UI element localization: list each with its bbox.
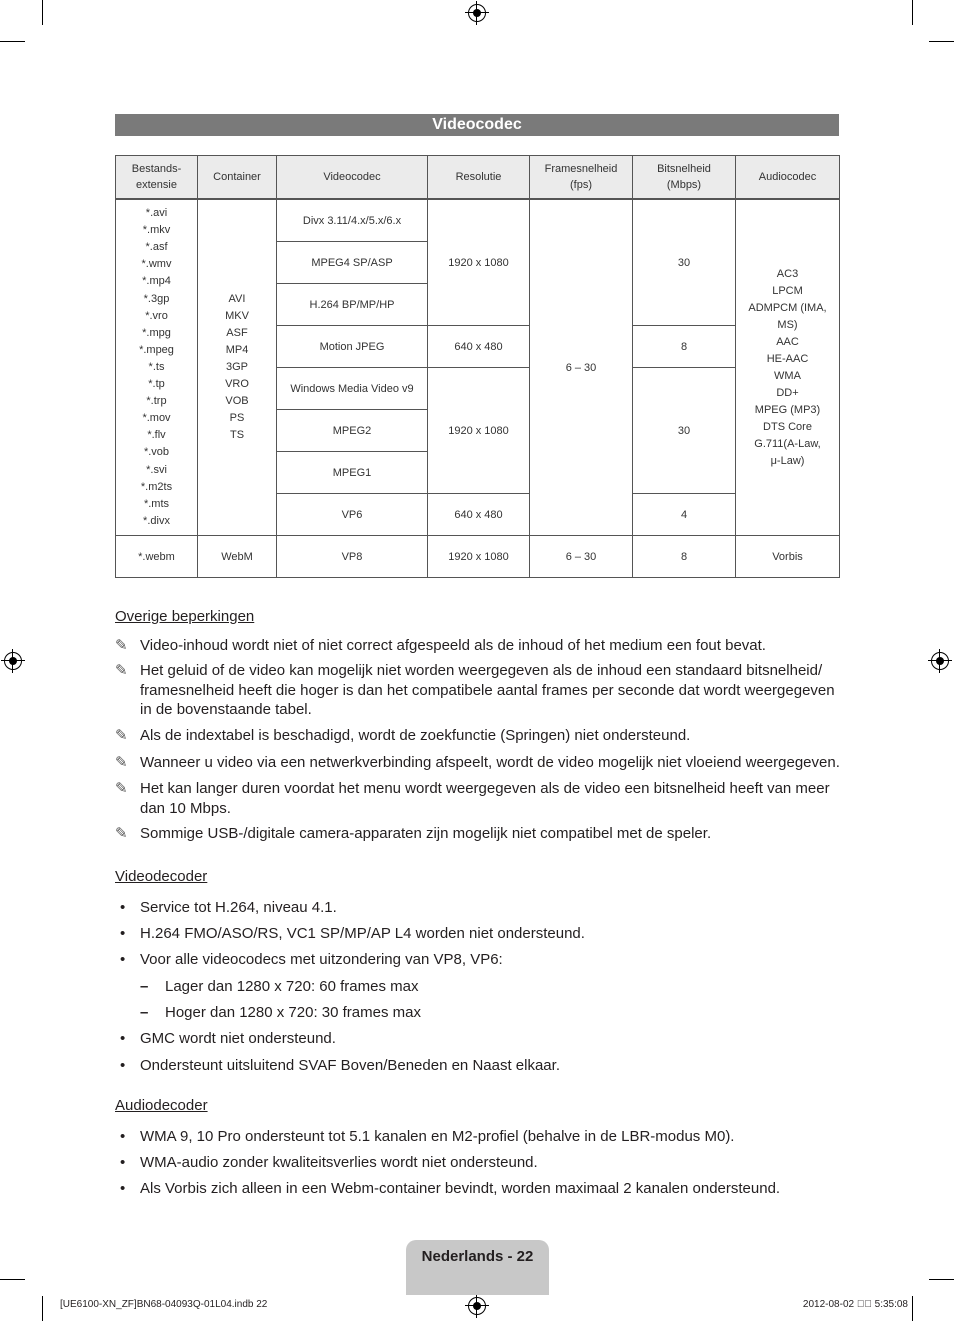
codec-table <box>115 155 840 578</box>
codec-cell: VP6 <box>277 494 428 536</box>
list-item: • GMC wordt niet ondersteund. <box>120 1030 336 1047</box>
crop-mark <box>929 1279 954 1280</box>
bullet-icon: • <box>120 925 126 942</box>
note-item: ✎ Als de indextabel is beschadigd, wordt de zoekfunctie (Springen) niet ondersteund. <box>115 727 691 744</box>
header-extension: Bestands- extensie <box>116 156 198 200</box>
webm-framerate-cell: 6 – 30 <box>530 536 633 578</box>
webm-resolution-cell: 1920 x 1080 <box>428 536 530 578</box>
bitrate-cell: 8 <box>633 326 736 368</box>
header-framerate: Framesnelheid (fps) <box>530 156 633 200</box>
overige-heading: Overige beperkingen <box>115 608 255 625</box>
webm-codec-cell: VP8 <box>277 536 428 578</box>
resolution-cell: 640 x 480 <box>428 494 530 536</box>
audiodecoder-heading: Audiodecoder <box>115 1097 208 1114</box>
note-item: ✎ Wanneer u video via een netwerkverbinding afspeelt, wordt de video mogelijk niet vloeiend weergegeven. <box>115 754 840 771</box>
bullet-icon: • <box>120 1180 126 1197</box>
list-item: • Als Vorbis zich alleen in een Webm-container bevindt, worden maximaal 2 kanalen ondersteund. <box>120 1180 781 1197</box>
pencil-note-icon: ✎ <box>115 825 128 842</box>
pencil-note-icon: ✎ <box>115 727 128 744</box>
containers-cell: AVI MKV ASF MP4 3GP VRO VOB PS TS <box>198 199 277 536</box>
extensions-cell: *.avi *.mkv *.asf *.wmv *.mp4 *.3gp *.vro *.mpg *.mpeg *.ts *.tp *.trp *.mov *.flv *.vob *.svi *.m2ts *.mts *.divx <box>116 199 198 536</box>
header-audiocodec: Audiocodec <box>736 156 840 200</box>
pencil-note-icon: ✎ <box>115 754 128 771</box>
pencil-note-icon: ✎ <box>115 637 128 654</box>
sub-list-item: – Hoger dan 1280 x 720: 30 frames max <box>140 1004 421 1021</box>
codec-cell: Windows Media Video v9 <box>277 368 428 410</box>
registration-mark-icon <box>468 1297 486 1315</box>
framerate-cell: 6 – 30 <box>530 199 633 536</box>
bullet-icon: • <box>120 1154 126 1171</box>
note-item: ✎ Sommige USB-/digitale camera-apparaten zijn mogelijk niet compatibel met de speler. <box>115 825 712 842</box>
footer-file-info: [UE6100-XN_ZF]BN68-04093Q-01L04.indb 22 <box>60 1299 268 1310</box>
bullet-icon: • <box>120 899 126 916</box>
pencil-note-icon: ✎ <box>115 662 128 679</box>
crop-mark <box>42 1296 43 1321</box>
bullet-icon: • <box>120 1030 126 1047</box>
bitrate-cell: 4 <box>633 494 736 536</box>
page-number-label: Nederlands - 22 <box>421 1248 534 1265</box>
bullet-icon: • <box>120 951 126 968</box>
note-item: ✎ Video-inhoud wordt niet of niet correct afgespeeld als de inhoud of het medium een fout bevat. <box>115 637 766 654</box>
registration-mark-icon <box>4 652 22 670</box>
crop-mark <box>929 41 954 42</box>
crop-mark <box>912 0 913 25</box>
bullet-icon: • <box>120 1057 126 1074</box>
sub-list-item: – Lager dan 1280 x 720: 60 frames max <box>140 978 419 995</box>
list-item: • H.264 FMO/ASO/RS, VC1 SP/MP/AP L4 worden niet ondersteund. <box>120 925 585 942</box>
videodecoder-heading: Videodecoder <box>115 868 208 885</box>
dash-icon: – <box>140 1004 149 1021</box>
codec-cell: MPEG4 SP/ASP <box>277 242 428 284</box>
crop-mark <box>0 41 25 42</box>
header-resolution: Resolutie <box>428 156 530 200</box>
codec-cell: Motion JPEG <box>277 326 428 368</box>
table-header-row <box>116 156 840 200</box>
list-item: • Voor alle videocodecs met uitzondering van VP8, VP6: <box>120 951 503 968</box>
registration-mark-icon <box>468 4 486 22</box>
table-row <box>116 199 840 242</box>
list-item: • WMA 9, 10 Pro ondersteunt tot 5.1 kanalen en M2-profiel (behalve in de LBR-modus M0). <box>120 1128 735 1145</box>
page-number-tab <box>406 1240 549 1295</box>
codec-cell: MPEG1 <box>277 452 428 494</box>
bullet-icon: • <box>120 1128 126 1145</box>
codec-cell: H.264 BP/MP/HP <box>277 284 428 326</box>
resolution-cell: 640 x 480 <box>428 326 530 368</box>
crop-mark <box>0 1279 25 1280</box>
dash-icon: – <box>140 978 149 995</box>
list-item: • WMA-audio zonder kwaliteitsverlies wordt niet ondersteund. <box>120 1154 538 1171</box>
crop-mark <box>42 0 43 25</box>
bitrate-cell: 30 <box>633 199 736 326</box>
registration-mark-icon <box>931 652 949 670</box>
note-item: ✎ Het kan langer duren voordat het menu wordt weergegeven als de video een bitsnelheid heeft van meer dan 10 Mbps. <box>115 780 830 817</box>
crop-mark <box>912 1296 913 1321</box>
webm-extension-cell: *.webm <box>116 536 198 578</box>
webm-container-cell: WebM <box>198 536 277 578</box>
note-item: ✎ Het geluid of de video kan mogelijk niet worden weergegeven als de inhoud een standaard bitsnelheid/ framesnelheid heeft die hoger is dan het compatibele aantal frames per seconde dat wordt weergegeven in de bovenstaande tabel. <box>115 662 835 718</box>
codec-cell: MPEG2 <box>277 410 428 452</box>
section-title: Videocodec <box>115 114 839 136</box>
table-row-webm <box>116 536 840 578</box>
header-bitrate: Bitsnelheid (Mbps) <box>633 156 736 200</box>
resolution-cell: 1920 x 1080 <box>428 368 530 494</box>
list-item: • Ondersteunt uitsluitend SVAF Boven/Beneden en Naast elkaar. <box>120 1057 560 1074</box>
footer-timestamp: 2012-08-02 ￿￿ 5:35:08 <box>802 1299 908 1310</box>
codec-cell: Divx 3.11/4.x/5.x/6.x <box>277 199 428 242</box>
pencil-note-icon: ✎ <box>115 780 128 797</box>
resolution-cell: 1920 x 1080 <box>428 199 530 326</box>
webm-bitrate-cell: 8 <box>633 536 736 578</box>
header-videocodec: Videocodec <box>277 156 428 200</box>
list-item: • Service tot H.264, niveau 4.1. <box>120 899 337 916</box>
bitrate-cell: 30 <box>633 368 736 494</box>
webm-audio-cell: Vorbis <box>736 536 840 578</box>
audio-cell: AC3 LPCM ADMPCM (IMA, MS) AAC HE-AAC WMA DD+ MPEG (MP3) DTS Core G.711(A-Law, μ-Law) <box>736 199 840 536</box>
header-container: Container <box>198 156 277 200</box>
